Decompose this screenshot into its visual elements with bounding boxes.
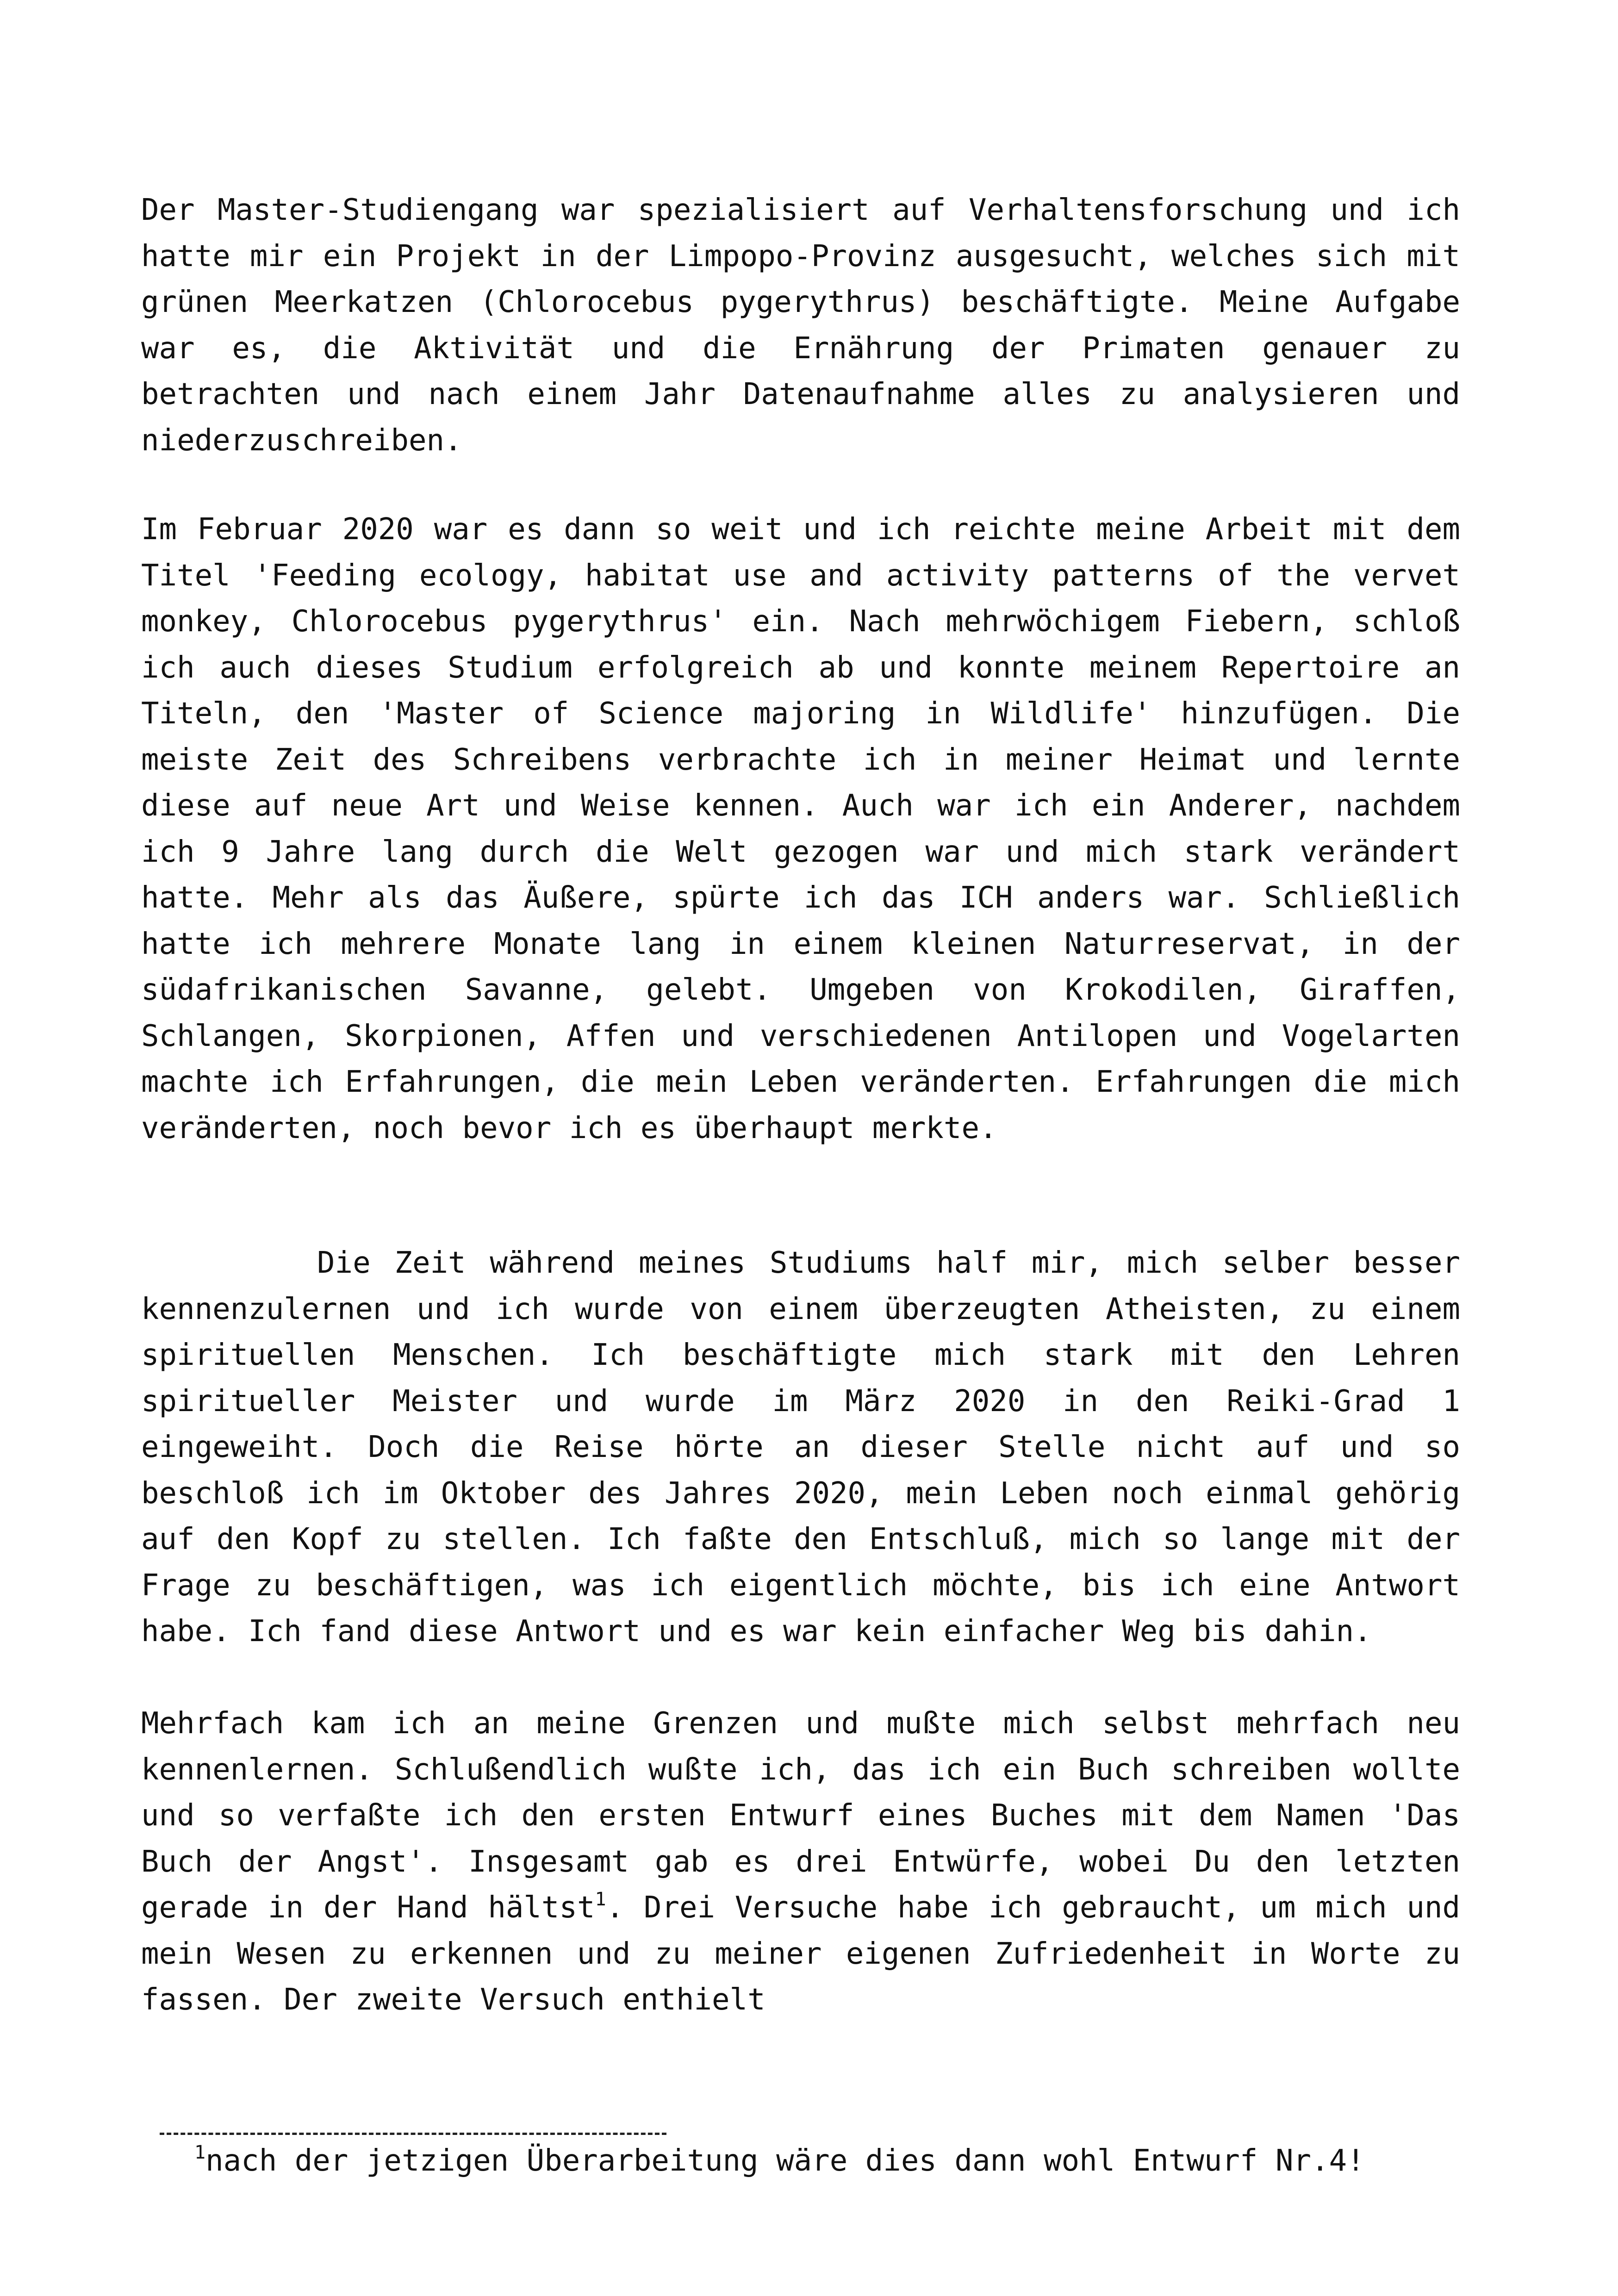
footnote-separator (160, 2133, 666, 2135)
paragraph-body-before-note: Mehrfach kam ich an meine Grenzen und mußte mich selbst mehrfach neu kennenlernen. Schlußendlich wußte ich, das ich ein Buch schreiben wollte und so verfaßte ich den ersten Entwurf eines Buches mit dem Namen 'Das Buch der Angst'. Insgesamt gab es drei Entwürfe, wobei Du den letzten gerade in der Hand hältst (141, 1706, 1460, 1925)
footnote (194, 2138, 1462, 2184)
paragraph-body-after-note: . Drei Versuche habe ich gebraucht, um mich und mein Wesen zu erkennen und zu meiner eigenen Zufriedenheit in Worte zu fassen. Der zweite Versuch enthielt (141, 1891, 1460, 2017)
paragraph-text (141, 1240, 1460, 1655)
paragraph-1 (141, 187, 1460, 464)
paragraph-2 (141, 507, 1460, 1151)
paragraph-3 (141, 1240, 1460, 1655)
paragraph-text (141, 1701, 1460, 2023)
footnote-reference[interactable]: 1 (595, 1889, 606, 1910)
paragraph-body: Die Zeit während meines Studiums half mir, mich selber besser kennenzulernen und ich wurde von einem überzeugten Atheisten, zu einem spirituellen Menschen. Ich beschäftigte mich stark mit den Lehren spiritueller Meister und wurde im März 2020 in den Reiki-Grad 1 eingeweiht. Doch die Reise hörte an dieser Stelle nicht auf und so beschloß ich im Oktober des Jahres 2020, mein Leben noch einmal gehörig auf den Kopf zu stellen. Ich faßte den Entschluß, mich so lange mit der Frage zu beschäftigen, was ich eigentlich möchte, bis ich eine Antwort habe. Ich fand diese Antwort und es war kein einfacher Weg bis dahin. (141, 1246, 1460, 1649)
paragraph-text: Im Februar 2020 war es dann so weit und ich reichte meine Arbeit mit dem Titel 'Feeding ecology, habitat use and activity patterns of the vervet monkey, Chlorocebus pygerythrus' ein. Nach mehrwöchigem Fiebern, schloß ich auch dieses Studium erfolgreich ab und konnte meinem Repertoire an Titeln, den 'Master of Science majoring in Wildlife' hinzufügen. Die meiste Zeit des Schreibens verbrachte ich in meiner Heimat und lernte diese auf neue Art und Weise kennen. Auch war ich ein Anderer, nachdem ich 9 Jahre lang durch die Welt gezogen war und mich stark verändert hatte. Mehr als das Äußere, spürte ich das ICH anders war. Schließlich hatte ich mehrere Monate lang in einem kleinen Naturreservat, in der südafrikanischen Savanne, gelebt. Umgeben von Krokodilen, Giraffen, Schlangen, Skorpionen, Affen und verschiedenen Antilopen und Vogelarten machte ich Erfahrungen, die mein Leben veränderten. Erfahrungen die mich veränderten, noch bevor ich es überhaupt merkte. (141, 512, 1460, 1145)
footnote-text: nach der jetzigen Überarbeitung wäre dies dann wohl Entwurf Nr.4! (205, 2144, 1365, 2178)
paragraph-text: Der Master-Studiengang war spezialisiert auf Verhaltensforschung und ich hatte mir ein Projekt in der Limpopo-Provinz ausgesucht, welches sich mit grünen Meerkatzen (Chlorocebus pygerythrus) beschäftigte. Meine Aufgabe war es, die Aktivität und die Ernährung der Primaten genauer zu betrachten und nach einem Jahr Datenaufnahme alles zu analysieren und niederzuschreiben. (141, 193, 1460, 458)
paragraph-4 (141, 1701, 1460, 2023)
footnote-mark: 1 (194, 2142, 206, 2163)
